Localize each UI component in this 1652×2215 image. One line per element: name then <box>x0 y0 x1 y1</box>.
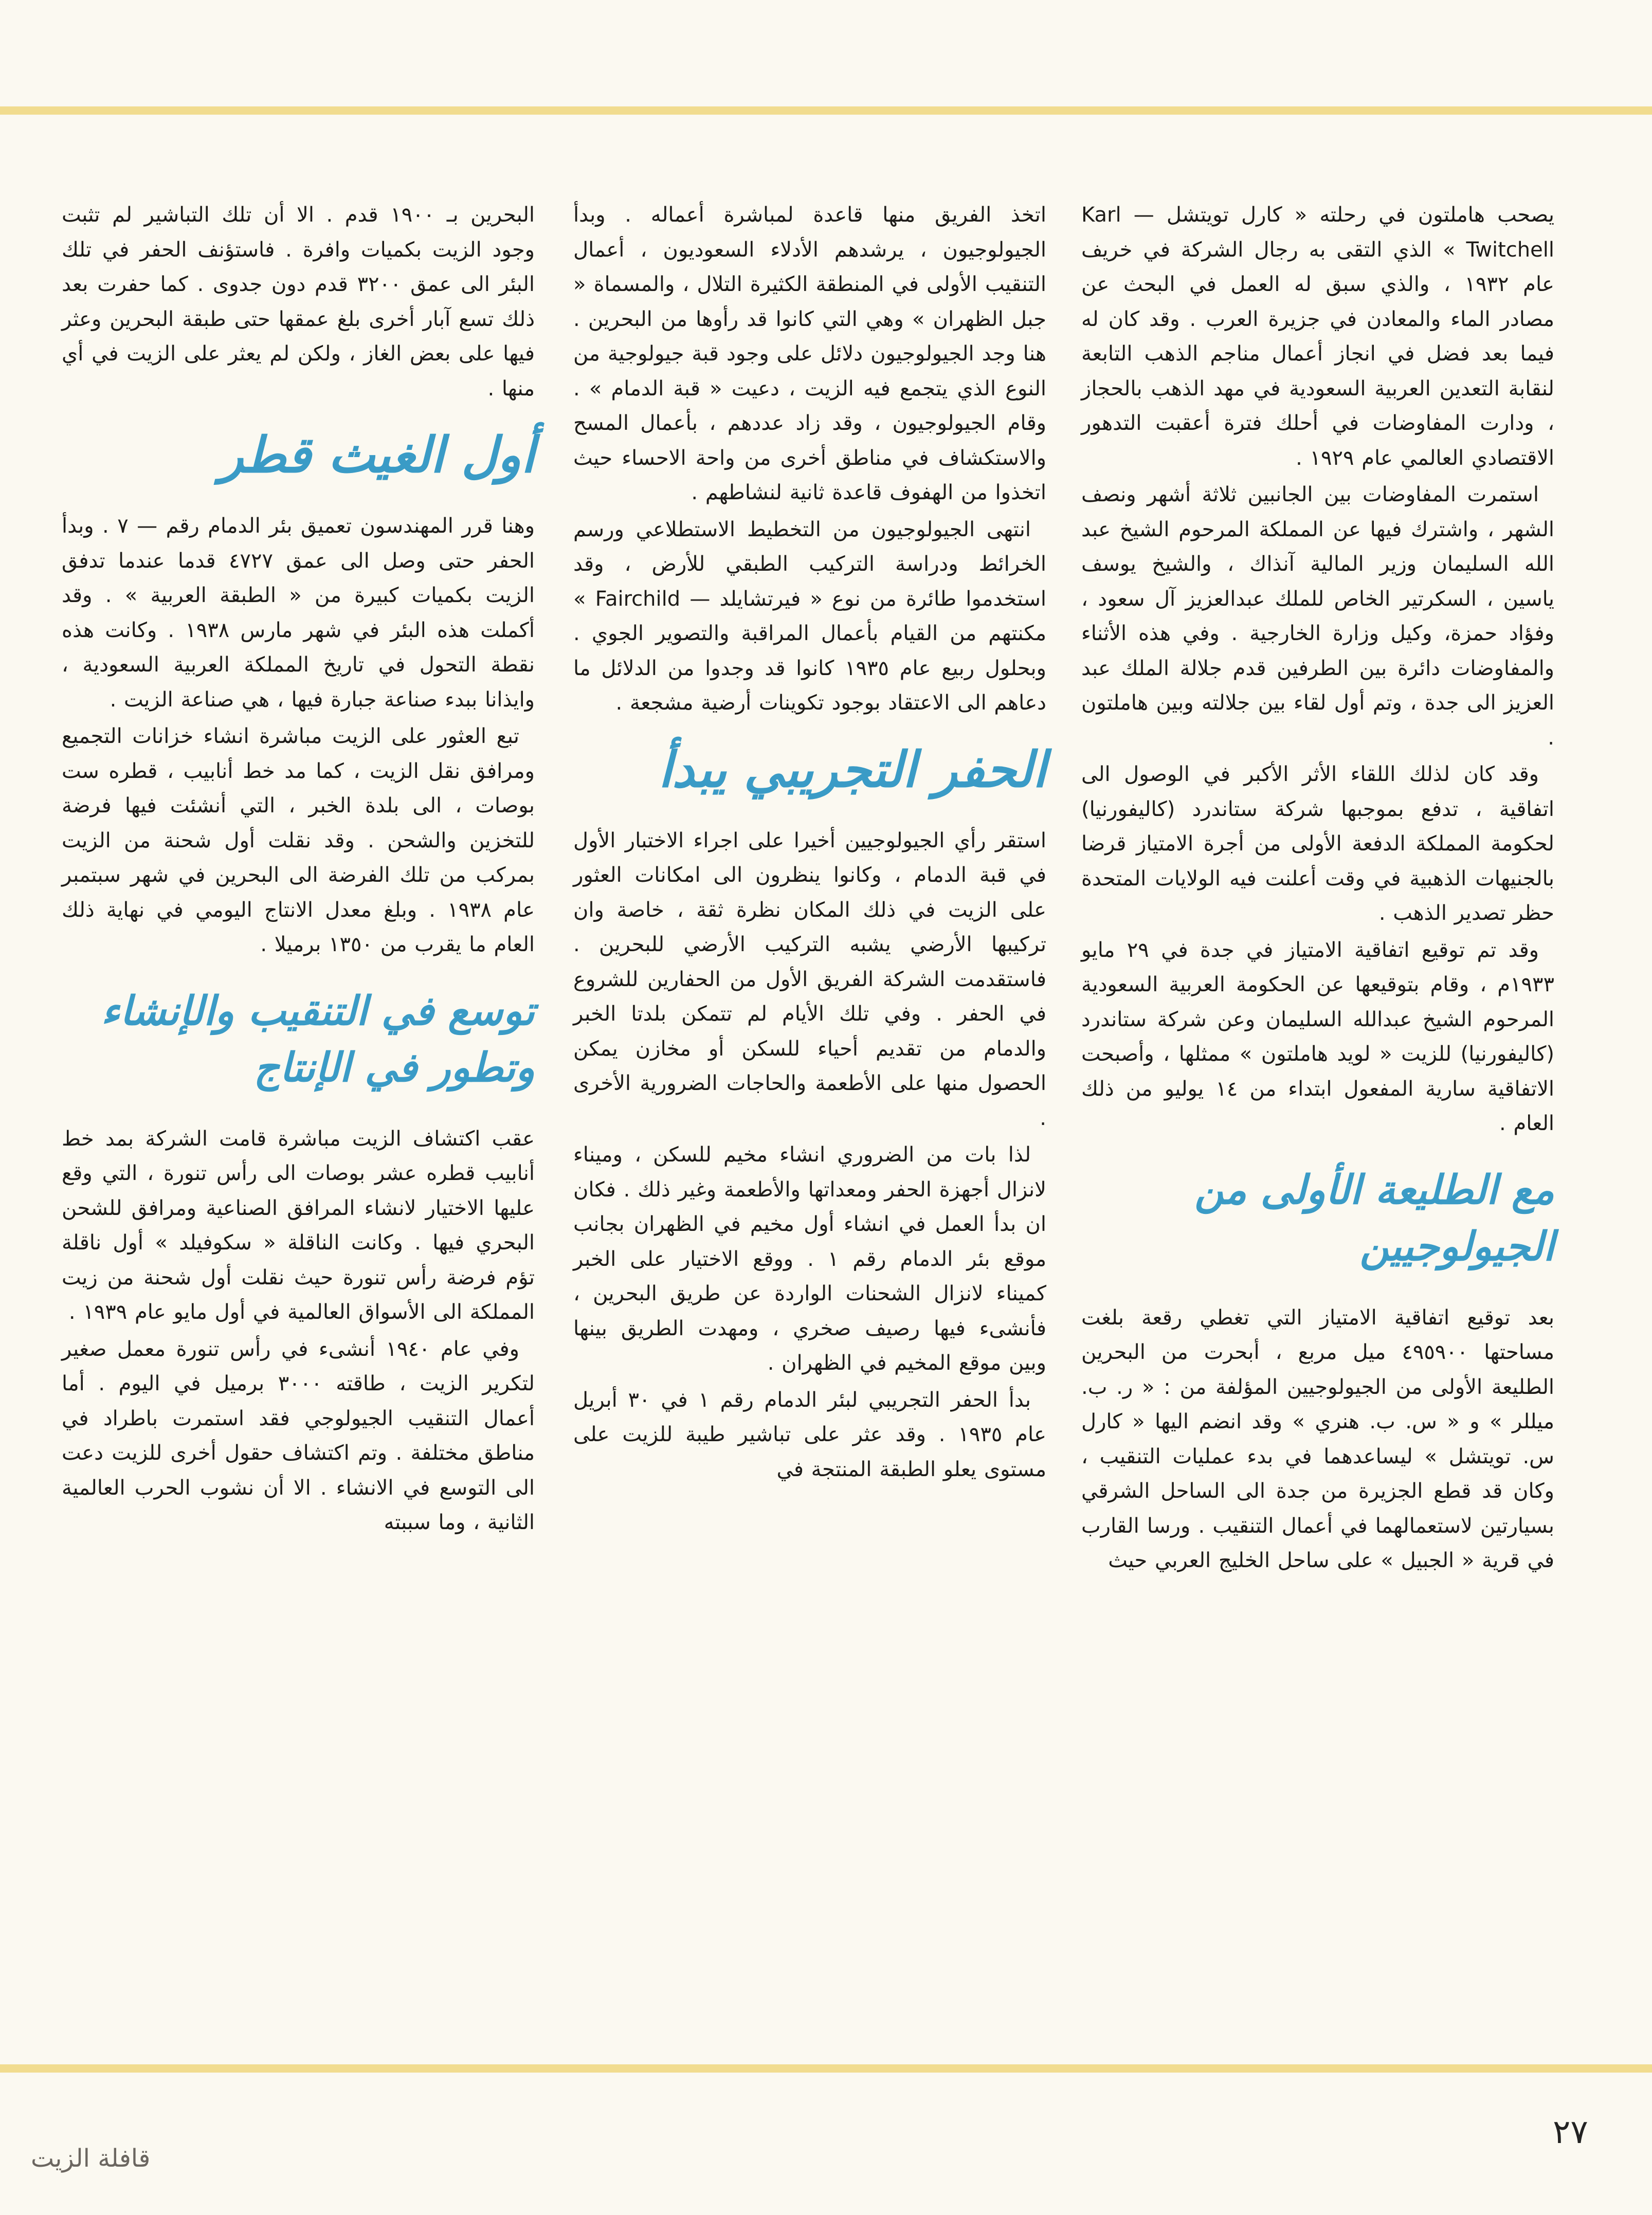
page-number: ٢٧ <box>1553 2113 1588 2151</box>
paragraph: انتهى الجيولوجيون من التخطيط الاستطلاعي ورسم الخرائط ودراسة التركيب الطبقي للأرض ، وقد استخدموا طائرة من نوع « فيرتشايلد — Fairchild » مكنتهم من القيام بأعمال المراقبة والتصوير الجوي . وبحلول ربيع عام ١٩٣٥ كانوا قد وجدوا من الدلائل ما دعاهم الى الاعتقاد بوجود تكوينات أرضية مشجعة . <box>573 517 1046 715</box>
paragraph: وفي عام ١٩٤٠ أنشىء في رأس تنورة معمل صغير لتكرير الزيت ، طاقته ٣٠٠٠ برميل في اليوم . أما أعمال التنقيب الجيولوجي فقد استمرت باطراد في مناطق مختلفة . وتم اكتشاف حقول أخرى للزيت دعت الى التوسع في الانشاء . الا أن نشوب الحرب العالمية الثانية ، وما سببته <box>62 1337 535 1534</box>
paragraph: وهنا قرر المهندسون تعميق بئر الدمام رقم — ٧ . وبدأ الحفر حتى وصل الى عمق ٤٧٢٧ قدما عندما تدفق الزيت بكميات كبيرة من « الطبقة العربية » . وقد أكملت هذه البئر في شهر مارس ١٩٣٨ . وكانت هذه نقطة التحول في تاريخ المملكة العربية السعودية ، وايذانا ببدء صناعة جبارة فيها ، هي صناعة الزيت . <box>62 514 535 712</box>
paragraph: استقر رأي الجيولوجيين أخيرا على اجراء الاختبار الأول في قبة الدمام ، وكانوا ينظرون الى امكانات العثور على الزيت في ذلك المكان نظرة ثقة ، خاصة وان تركيبها الأرضي يشبه التركيب الأرضي للبحرين . فاستقدمت الشركة الفريق الأول من الحفارين للشروع في الحفر . وفي تلك الأيام لم تتمكن بلدتا الخبر والدمام من تقديم أحياء للسكن أو مخازن يمكن الحصول منها على الأطعمة والحاجات الضرورية الأخرى . <box>573 828 1046 1130</box>
paragraph: وقد تم توقيع اتفاقية الامتياز في جدة في ٢٩ مايو ١٩٣٣م ، وقام بتوقيعها عن الحكومة العربية السعودية المرحوم الشيخ عبدالله السليمان وعن شركة ستاندرد (كاليفورنيا) للزيت « لويد هاملتون » ممثلها ، وأصبحت الاتفاقية سارية المفعول ابتداء من ١٤ يوليو من ذلك العام . <box>1081 938 1554 1135</box>
paragraph: استمرت المفاوضات بين الجانبين ثلاثة أشهر ونصف الشهر ، واشترك فيها عن المملكة المرحوم الشيخ عبد الله السليمان وزير المالية آنذاك ، والشيخ يوسف ياسين ، السكرتير الخاص للملك عبدالعزيز آل سعود ، وفؤاد حمزة، وكيل وزارة الخارجية . وفي هذه الأثناء والمفاوضات دائرة بين الطرفين قدم جلالة الملك عبد العزيز الى جدة ، وتم أول لقاء بين جلالته وبين هاملتون . <box>1081 483 1554 750</box>
paragraph: يصحب هاملتون في رحلته « كارل تويتشل — Karl Twitchell » الذي التقى به رجال الشركة في خريف عام ١٩٣٢ ، والذي سبق له العمل في البحث عن مصادر الماء والمعادن في جزيرة العرب . وقد كان له فيما بعد فضل في انجاز أعمال مناجم الذهب التابعة لنقابة التعدين العربية السعودية في مهد الذهب بالحجاز ، ودارت المفاوضات في أحلك فترة أعقبت التدهور الاقتصادي العالمي عام ١٩٢٩ . <box>1081 203 1555 470</box>
magazine-name: قافلة الزيت <box>31 2144 151 2173</box>
paragraph: اتخذ الفريق منها قاعدة لمباشرة أعماله . وبدأ الجيولوجيون ، يرشدهم الأدلاء السعوديون ، أعمال التنقيب الأولى في المنطقة الكثيرة التلال ، والمسماة « جبل الظهران » وهي التي كانوا قد رأوها من البحرين . هنا وجد الجيولوجيون دلائل على وجود قبة جيولوجية من النوع الذي يتجمع فيه الزيت ، دعيت « قبة الدمام » . وقام الجيولوجيون ، وقد زاد عددهم ، بأعمال المسح والاستكشاف في مناطق أخرى من واحة الاحساء حيث اتخذوا من الهفوف قاعدة ثانية لنشاطهم . <box>573 203 1046 504</box>
bottom-decorative-rule <box>0 2064 1652 2073</box>
section-heading: توسع في التنقيب والإنشاء وتطور في الإنتاج <box>101 987 535 1091</box>
paragraph: تبع العثور على الزيت مباشرة انشاء خزانات التجميع ومرافق نقل الزيت ، كما مد خط أنابيب ، قطره ست بوصات ، الى بلدة الخبر ، التي أنشئت فيها فرضة للتخزين والشحن . وقد نقلت أول شحنة من الزيت بمركب من تلك الفرضة الى البحرين في شهر سبتمبر عام ١٩٣٨ . وبلغ معدل الانتاج اليومي في نهاية ذلك العام ما يقرب من ١٣٥٠ برميلا . <box>62 724 535 956</box>
top-decorative-rule <box>0 106 1652 115</box>
paragraph: عقب اكتشاف الزيت مباشرة قامت الشركة بمد خط أنابيب قطره عشر بوصات الى رأس تنورة ، التي وقع عليها الاختيار لانشاء المرافق الصناعية ومرافق للشحن البحري فيها . وكانت الناقلة « سكوفيلد » أول ناقلة تؤم فرضة رأس تنورة حيث نقلت أول شحنة من زيت المملكة الى الأسواق العالمية في أول مايو عام ١٩٣٩ . <box>62 1127 535 1324</box>
paragraph: بدأ الحفر التجريبي لبئر الدمام رقم ١ في ٣٠ أبريل عام ١٩٣٥ . وقد عثر على تباشير طيبة للزيت على مستوى يعلو الطبقة المنتجة في <box>573 1388 1046 1481</box>
section-heading: مع الطليعة الأولى من الجيولوجيين <box>1194 1166 1554 1270</box>
column-right <box>1081 198 1554 1581</box>
paragraph: البحرين بـ ١٩٠٠ قدم . الا أن تلك التباشير لم تثبت وجود الزيت بكميات وافرة . فاستؤنف الحفر في تلك البئر الى عمق ٣٢٠٠ قدم دون جدوى . كما حفرت بعد ذلك تسع آبار أخرى بلغ عمقها حتى طبقة البحرين وعثر فيها على بعض الغاز ، ولكن لم يعثر على الزيت في أي منها . <box>62 203 535 401</box>
section-heading: الحفر التجريبي يبدأ <box>658 740 1046 798</box>
paragraph: لذا بات من الضروري انشاء مخيم للسكن ، وميناء لانزال أجهزة الحفر ومعداتها والأطعمة وغير ذلك . فكان ان بدأ العمل في انشاء أول مخيم في الظهران بجانب موقع بئر الدمام رقم ١ . ووقع الاختيار على الخبر كميناء لانزال الشحنات الواردة عن طريق البحرين ، فأنشىء فيها رصيف صخري ، ومهدت الطريق بينها وبين موقع المخيم في الظهران . <box>573 1143 1047 1375</box>
paragraph: بعد توقيع اتفاقية الامتياز التي تغطي رقعة بلغت مساحتها ٤٩٥٩٠٠ ميل مربع ، أبحرت من البحرين الطليعة الأولى من الجيولوجيين المؤلفة من : « ر. ب. ميللر » و « س. ب. هنري » وقد انضم اليها « كارل س. تويتشل » ليساعدهما في بدء عمليات التنقيب ، وكان قد قطع الجزيرة من جدة الى الساحل الشرقي بسيارتين لاستعمالهما في أعمال التنقيب . ورسا القارب في قرية « الجبيل » على ساحل الخليج العربي حيث <box>1081 1305 1555 1572</box>
paragraph: وقد كان لذلك اللقاء الأثر الأكبر في الوصول الى اتفاقية ، تدفع بموجبها شركة ستاندرد (كاليفورنيا) لحكومة المملكة الدفعة الأولى من أجرة الامتياز قرضا بالجنيهات الذهبية في وقت أعلنت فيه الولايات المتحدة حظر تصدير الذهب . <box>1081 762 1554 925</box>
column-left <box>62 198 535 1542</box>
column-middle <box>573 198 1046 1489</box>
section-heading: أول الغيث قطر <box>220 426 535 484</box>
